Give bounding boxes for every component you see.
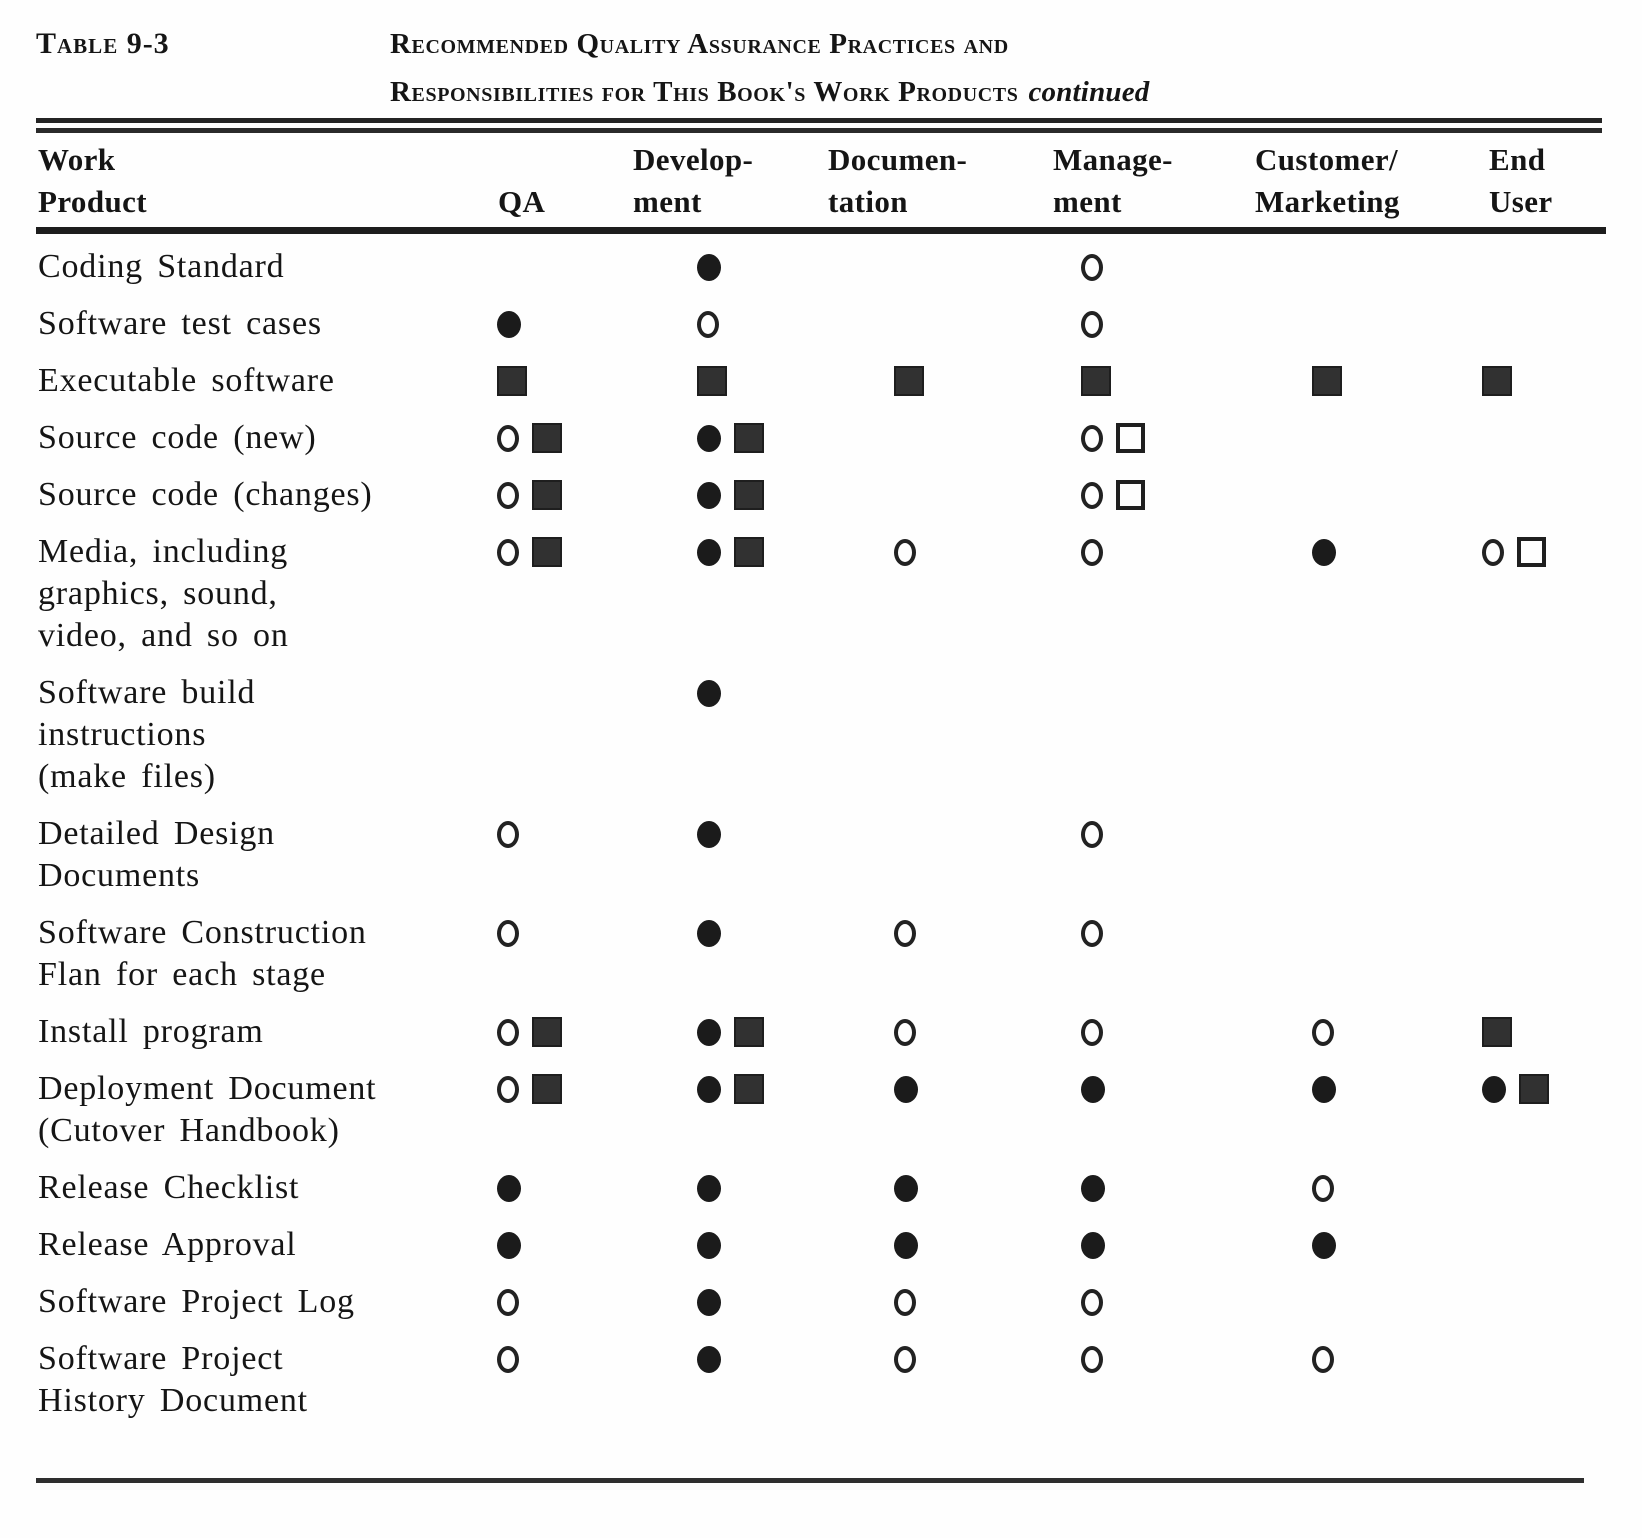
filled-circle-icon <box>894 1232 918 1259</box>
cell-qa <box>476 1011 600 1068</box>
open-square-icon <box>1116 423 1145 453</box>
cell-development <box>600 1281 820 1338</box>
cell-end-user <box>1455 1167 1606 1224</box>
cell-customer-marketing <box>1245 531 1455 672</box>
cell-management <box>1040 231 1245 304</box>
open-circle-icon <box>497 1076 519 1103</box>
table-header-row <box>36 133 1606 231</box>
cell-end-user <box>1455 1011 1606 1068</box>
filled-circle-icon <box>697 1019 721 1046</box>
cell-management <box>1040 1011 1245 1068</box>
column-header-line2: Marketing <box>1255 184 1400 219</box>
cell-customer-marketing <box>1245 360 1455 417</box>
column-header-customer-marketing <box>1245 133 1455 231</box>
filled-circle-icon <box>697 1289 721 1316</box>
open-circle-icon <box>1081 1019 1103 1046</box>
cell-qa <box>476 231 600 304</box>
table-row <box>36 417 1606 474</box>
table-row <box>36 1167 1606 1224</box>
filled-square-icon <box>532 480 562 510</box>
open-circle-icon <box>1312 1175 1334 1202</box>
work-product-label: Software Construction Flan for each stage <box>38 914 367 993</box>
cell-development <box>600 813 820 912</box>
cell-end-user <box>1455 1338 1606 1437</box>
filled-circle-icon <box>697 1346 721 1373</box>
filled-circle-icon <box>697 1232 721 1259</box>
filled-square-icon <box>1312 366 1342 396</box>
table-caption <box>36 20 1606 116</box>
cell-qa <box>476 531 600 672</box>
cell-documentation <box>820 1338 1040 1437</box>
filled-circle-icon <box>497 1232 521 1259</box>
open-circle-icon <box>894 1019 916 1046</box>
cell-customer-marketing <box>1245 1068 1455 1167</box>
open-circle-icon <box>1312 1346 1334 1373</box>
cell-development <box>600 1011 820 1068</box>
cell-development <box>600 303 820 360</box>
cell-customer-marketing <box>1245 912 1455 1011</box>
cell-documentation <box>820 912 1040 1011</box>
table-row <box>36 813 1606 912</box>
table-row <box>36 303 1606 360</box>
qa-practices-table <box>36 133 1606 1437</box>
cell-customer-marketing <box>1245 1167 1455 1224</box>
work-product-label: Install program <box>38 1013 264 1050</box>
filled-circle-icon <box>697 1076 721 1103</box>
cell-end-user <box>1455 1068 1606 1167</box>
cell-documentation <box>820 1224 1040 1281</box>
filled-circle-icon <box>697 821 721 848</box>
filled-circle-icon <box>697 920 721 947</box>
cell-management <box>1040 531 1245 672</box>
filled-circle-icon <box>697 482 721 509</box>
column-header-line1: End <box>1489 142 1546 177</box>
table-row <box>36 1068 1606 1167</box>
open-circle-icon <box>1482 539 1504 566</box>
column-header-line2: QA <box>498 184 546 219</box>
filled-circle-icon <box>497 311 521 338</box>
work-product-label: Deployment Document (Cutover Handbook) <box>38 1070 377 1149</box>
cell-customer-marketing <box>1245 1338 1455 1437</box>
cell-documentation <box>820 1281 1040 1338</box>
cell-customer-marketing <box>1245 417 1455 474</box>
filled-circle-icon <box>697 1175 721 1202</box>
column-header-development <box>600 133 820 231</box>
filled-circle-icon <box>497 1175 521 1202</box>
table-row <box>36 1011 1606 1068</box>
cell-management <box>1040 417 1245 474</box>
open-circle-icon <box>894 1346 916 1373</box>
table-row <box>36 912 1606 1011</box>
filled-square-icon <box>532 1074 562 1104</box>
open-circle-icon <box>497 482 519 509</box>
open-circle-icon <box>497 920 519 947</box>
column-header-end-user <box>1455 133 1606 231</box>
filled-square-icon <box>532 423 562 453</box>
open-square-icon <box>1517 537 1546 567</box>
cell-qa <box>476 1068 600 1167</box>
cell-end-user <box>1455 360 1606 417</box>
filled-circle-icon <box>697 680 721 707</box>
cell-customer-marketing <box>1245 231 1455 304</box>
cell-qa <box>476 672 600 813</box>
column-header-qa <box>476 133 600 231</box>
filled-square-icon <box>1081 366 1111 396</box>
work-product-label: Detailed Design Documents <box>38 815 275 894</box>
column-header-line2: tation <box>828 184 908 219</box>
column-header-line2: ment <box>633 184 702 219</box>
work-product-label: Executable software <box>38 362 335 399</box>
table-title-line1: Recommended Quality Assurance Practices and <box>390 28 1009 60</box>
cell-end-user <box>1455 417 1606 474</box>
cell-end-user <box>1455 474 1606 531</box>
cell-qa <box>476 303 600 360</box>
cell-customer-marketing <box>1245 1011 1455 1068</box>
cell-documentation <box>820 1068 1040 1167</box>
work-product-label: Media, including graphics, sound, video, and so on <box>38 533 289 654</box>
table-title <box>390 20 1150 116</box>
column-header-line1: Develop- <box>633 142 754 177</box>
cell-documentation <box>820 360 1040 417</box>
work-product-label: Software Project History Document <box>38 1340 308 1419</box>
cell-end-user <box>1455 303 1606 360</box>
open-circle-icon <box>894 539 916 566</box>
open-circle-icon <box>1081 539 1103 566</box>
table-number-label: Table 9-3 <box>36 27 170 60</box>
cell-development <box>600 474 820 531</box>
table-row <box>36 360 1606 417</box>
open-circle-icon <box>1081 821 1103 848</box>
filled-circle-icon <box>1081 1175 1105 1202</box>
table-row <box>36 531 1606 672</box>
filled-square-icon <box>734 423 764 453</box>
open-circle-icon <box>497 821 519 848</box>
work-product-label: Coding Standard <box>38 248 285 285</box>
open-circle-icon <box>1081 1289 1103 1316</box>
column-header-documentation <box>820 133 1040 231</box>
filled-square-icon <box>894 366 924 396</box>
cell-development <box>600 1068 820 1167</box>
cell-management <box>1040 1281 1245 1338</box>
cell-customer-marketing <box>1245 813 1455 912</box>
column-header-line1: Documen- <box>828 142 968 177</box>
cell-documentation <box>820 672 1040 813</box>
table-row <box>36 231 1606 304</box>
table-row <box>36 1338 1606 1437</box>
cell-qa <box>476 360 600 417</box>
column-header-line1: Manage- <box>1053 142 1173 177</box>
cell-customer-marketing <box>1245 474 1455 531</box>
open-circle-icon <box>1081 1346 1103 1373</box>
column-header-line2: ment <box>1053 184 1122 219</box>
filled-circle-icon <box>1081 1076 1105 1103</box>
cell-documentation <box>820 474 1040 531</box>
work-product-label: Source code (new) <box>38 419 317 456</box>
cell-management <box>1040 813 1245 912</box>
cell-development <box>600 1224 820 1281</box>
open-circle-icon <box>497 425 519 452</box>
table-row <box>36 474 1606 531</box>
cell-customer-marketing <box>1245 303 1455 360</box>
table-row <box>36 1224 1606 1281</box>
cell-management <box>1040 672 1245 813</box>
cell-end-user <box>1455 231 1606 304</box>
cell-development <box>600 360 820 417</box>
cell-development <box>600 531 820 672</box>
cell-end-user <box>1455 1224 1606 1281</box>
cell-management <box>1040 360 1245 417</box>
filled-circle-icon <box>1312 1076 1336 1103</box>
open-circle-icon <box>894 920 916 947</box>
cell-development <box>600 231 820 304</box>
cell-development <box>600 1167 820 1224</box>
open-circle-icon <box>1081 482 1103 509</box>
table-title-line2 <box>390 68 1150 116</box>
cell-documentation <box>820 417 1040 474</box>
work-product-label: Release Approval <box>38 1226 297 1263</box>
cell-documentation <box>820 813 1040 912</box>
cell-development <box>600 912 820 1011</box>
cell-management <box>1040 1068 1245 1167</box>
column-header-line2: User <box>1489 184 1553 219</box>
column-header-management <box>1040 133 1245 231</box>
cell-development <box>600 1338 820 1437</box>
open-circle-icon <box>497 539 519 566</box>
cell-qa <box>476 813 600 912</box>
table-row <box>36 1281 1606 1338</box>
filled-circle-icon <box>894 1076 918 1103</box>
table-body <box>36 231 1606 1438</box>
column-header-line1 <box>498 139 600 181</box>
filled-square-icon <box>734 1017 764 1047</box>
open-square-icon <box>1116 480 1145 510</box>
open-circle-icon <box>497 1019 519 1046</box>
filled-square-icon <box>734 537 764 567</box>
column-header-work-product <box>36 133 476 231</box>
cell-qa <box>476 912 600 1011</box>
cell-qa <box>476 1281 600 1338</box>
work-product-label: Software Project Log <box>38 1283 355 1320</box>
filled-square-icon <box>532 537 562 567</box>
filled-square-icon <box>734 1074 764 1104</box>
cell-customer-marketing <box>1245 1224 1455 1281</box>
cell-qa <box>476 417 600 474</box>
column-header-line1: Work <box>38 142 116 177</box>
table-row <box>36 672 1606 813</box>
bottom-rule <box>36 1478 1584 1483</box>
open-circle-icon <box>1081 311 1103 338</box>
filled-circle-icon <box>697 425 721 452</box>
cell-customer-marketing <box>1245 1281 1455 1338</box>
cell-documentation <box>820 1167 1040 1224</box>
filled-circle-icon <box>697 254 721 281</box>
cell-development <box>600 672 820 813</box>
open-circle-icon <box>497 1289 519 1316</box>
filled-square-icon <box>734 480 764 510</box>
open-circle-icon <box>1081 425 1103 452</box>
open-circle-icon <box>894 1289 916 1316</box>
cell-qa <box>476 1167 600 1224</box>
cell-end-user <box>1455 672 1606 813</box>
cell-end-user <box>1455 1281 1606 1338</box>
top-double-rule <box>36 118 1602 133</box>
table-title-line2-text: Responsibilities for This Book's Work Products <box>390 76 1019 108</box>
work-product-label: Source code (changes) <box>38 476 373 513</box>
cell-end-user <box>1455 531 1606 672</box>
open-circle-icon <box>1081 920 1103 947</box>
filled-circle-icon <box>1482 1076 1506 1103</box>
filled-circle-icon <box>1312 539 1336 566</box>
filled-square-icon <box>1482 366 1512 396</box>
cell-qa <box>476 474 600 531</box>
filled-circle-icon <box>894 1175 918 1202</box>
cell-management <box>1040 303 1245 360</box>
cell-qa <box>476 1338 600 1437</box>
filled-square-icon <box>497 366 527 396</box>
work-product-label: Software build instructions (make files) <box>38 674 256 795</box>
cell-management <box>1040 1167 1245 1224</box>
filled-circle-icon <box>1312 1232 1336 1259</box>
cell-management <box>1040 912 1245 1011</box>
cell-end-user <box>1455 912 1606 1011</box>
cell-documentation <box>820 531 1040 672</box>
cell-customer-marketing <box>1245 672 1455 813</box>
filled-circle-icon <box>697 539 721 566</box>
work-product-label: Software test cases <box>38 305 322 342</box>
open-circle-icon <box>697 311 719 338</box>
filled-square-icon <box>532 1017 562 1047</box>
cell-management <box>1040 1224 1245 1281</box>
column-header-line1: Customer/ <box>1255 142 1399 177</box>
filled-square-icon <box>1519 1074 1549 1104</box>
column-header-line2: Product <box>38 184 147 219</box>
cell-qa <box>476 1224 600 1281</box>
filled-square-icon <box>697 366 727 396</box>
cell-documentation <box>820 231 1040 304</box>
open-circle-icon <box>497 1346 519 1373</box>
cell-development <box>600 417 820 474</box>
cell-documentation <box>820 1011 1040 1068</box>
open-circle-icon <box>1312 1019 1334 1046</box>
cell-management <box>1040 474 1245 531</box>
continued-marker: continued <box>1028 76 1150 108</box>
cell-end-user <box>1455 813 1606 912</box>
cell-documentation <box>820 303 1040 360</box>
open-circle-icon <box>1081 254 1103 281</box>
work-product-label: Release Checklist <box>38 1169 300 1206</box>
cell-management <box>1040 1338 1245 1437</box>
filled-circle-icon <box>1081 1232 1105 1259</box>
filled-square-icon <box>1482 1017 1512 1047</box>
